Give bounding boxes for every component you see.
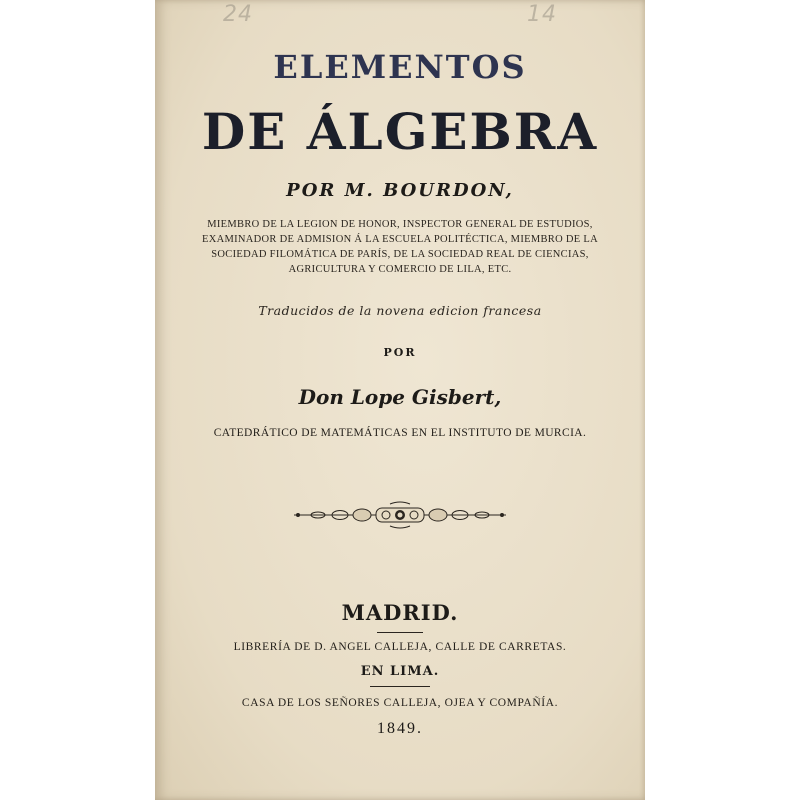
author-credentials-line-2: EXAMINADOR DE ADMISION Á LA ESCUELA POLITÉCTICA, MIEMBRO DE LA <box>201 234 598 245</box>
imprint-rule-2 <box>370 686 430 687</box>
ornament-divider-icon <box>290 500 510 530</box>
author-credentials-line-3: SOCIEDAD FILOMÁTICA DE PARÍS, DE LA SOCIEDAD REAL DE CIENCIAS, <box>211 249 589 260</box>
imprint-publisher-madrid: LIBRERÍA DE D. ANGEL CALLEJA, CALLE DE CARRETAS. <box>233 641 567 653</box>
imprint-publisher-lima: CASA DE LOS SEÑORES CALLEJA, OJEA Y COMPAÑÍA. <box>241 697 559 709</box>
translation-note: Traducidos de la novena edicion francesa <box>258 303 542 318</box>
author-credentials-line-1: MIEMBRO DE LA LEGION DE HONOR, INSPECTOR GENERAL DE ESTUDIOS, <box>207 219 593 230</box>
title-line-1: ELEMENTOS <box>273 48 527 86</box>
author-credentials-line-4: AGRICULTURA Y COMERCIO DE LILA, ETC. <box>288 264 512 275</box>
pencil-mark-left: 24 <box>223 2 253 27</box>
por-label: POR <box>383 346 417 359</box>
title-line-2: DE ÁLGEBRA <box>201 102 599 161</box>
imprint-year: 1849. <box>377 720 423 737</box>
title-page <box>155 0 645 800</box>
pencil-mark-right: 14 <box>527 2 557 27</box>
imprint-city-lima: EN LIMA. <box>360 664 440 679</box>
imprint-rule-1 <box>377 632 423 633</box>
translator-role: CATEDRÁTICO DE MATEMÁTICAS EN EL INSTITUTO DE MURCIA. <box>213 427 587 439</box>
author-name: POR M. BOURDON, <box>286 180 514 201</box>
imprint-city: MADRID. <box>341 600 459 625</box>
translator-name: Don Lope Gisbert, <box>298 385 502 409</box>
